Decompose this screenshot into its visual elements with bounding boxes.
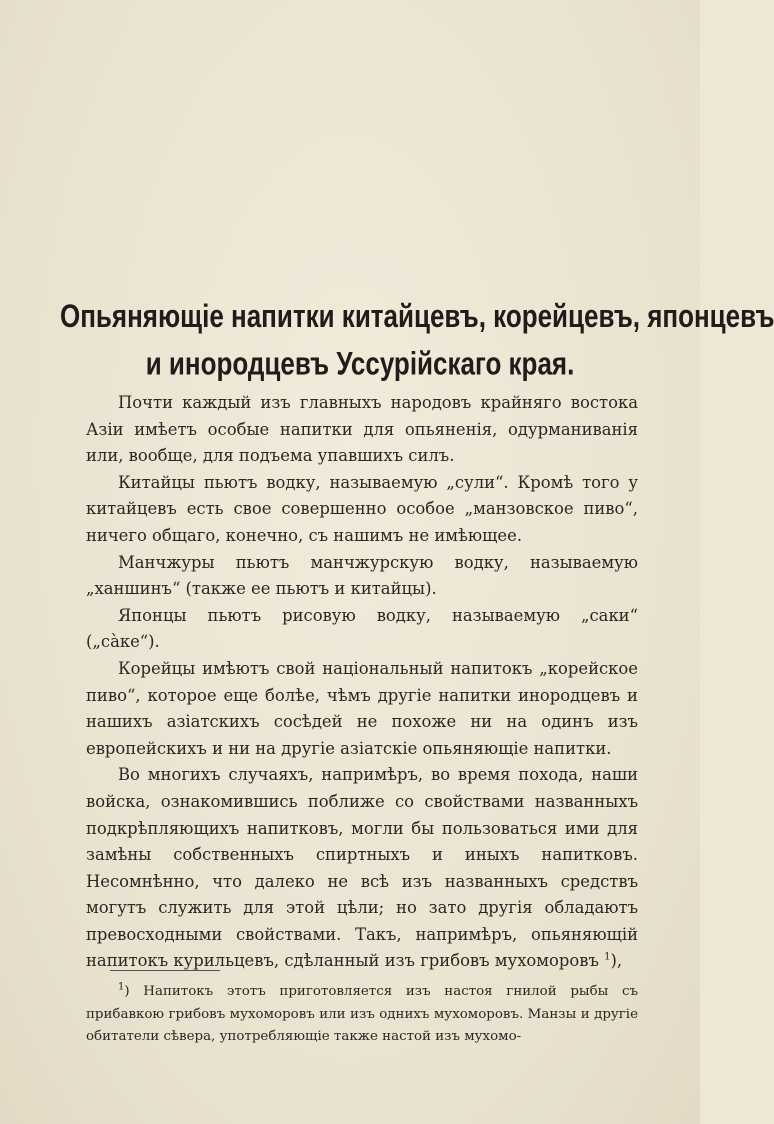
footnote xyxy=(86,981,638,1049)
chapter-title xyxy=(60,292,774,387)
paragraph-2: Китайцы пьютъ водку, называемую „сули“. Кромѣ того у китайцевъ есть свое совершенно особое „манзовское пиво“, ничего общаго, конечно, съ нашимъ не имѣющее. xyxy=(86,472,638,545)
paragraph-6-text: Во многихъ случаяхъ, напримѣръ, во время похода, наши войска, ознакомившись поближе со свойствами названныхъ подкрѣпляющихъ напитковъ, могли бы пользоваться ими для замѣны собственныхъ спиртныхъ и иныхъ напитковъ. Несомнѣнно, что далеко не всѣ изъ названныхъ средствъ могутъ служить для этой цѣли; но зато другія обладаютъ превосходными свойствами. Такъ, напримѣръ, опьяняющій напитокъ курильцевъ, сдѣланный изъ грибовъ мухоморовъ xyxy=(86,765,638,971)
footnote-text: ) Напитокъ этотъ приготовляется изъ настоя гнилой рыбы съ прибавкою грибовъ мухоморовъ или изъ одниxъ мухоморовъ. Манзы и другіе обитатели сѣвера, употребляющіе также настой изъ мухомо- xyxy=(86,984,638,1044)
paragraph-1: Почти каждый изъ главныхъ народовъ крайняго востока Азіи имѣетъ особые напитки для опьяненія, одурманиванія или, вообще, для подъема упавшихъ силъ. xyxy=(86,393,638,466)
paragraph-6-end: ), xyxy=(610,951,623,971)
paragraph-6 xyxy=(86,762,638,975)
paragraph-4: Японцы пьютъ рисовую водку, называемую „саки“ („сàке“). xyxy=(86,605,638,652)
footnote-marker: 1 xyxy=(118,981,125,993)
paragraph-5: Корейцы имѣютъ свой національный напитокъ „корейское пиво“, которое еще болѣе, чѣмъ другіе напитки инородцевъ и нашихъ азіатскихъ сосѣдей не похоже ни на одинъ изъ европейскихъ и ни на другіе азіатскіе опьяняющіе напитки. xyxy=(86,658,638,758)
footnote-divider xyxy=(110,970,220,971)
footnote-reference: 1 xyxy=(604,952,611,963)
title-line-2: и инородцевъ Уссурійскаго края. xyxy=(145,344,575,382)
paragraph-3: Манчжуры пьютъ манчжурскую водку, называемую „ханшинъ“ (также ее пьютъ и китайцы). xyxy=(86,552,638,599)
body-text xyxy=(86,390,638,975)
title-line-1: Опьяняющіе напитки китайцевъ, корейцевъ, японцевъ xyxy=(60,297,774,335)
